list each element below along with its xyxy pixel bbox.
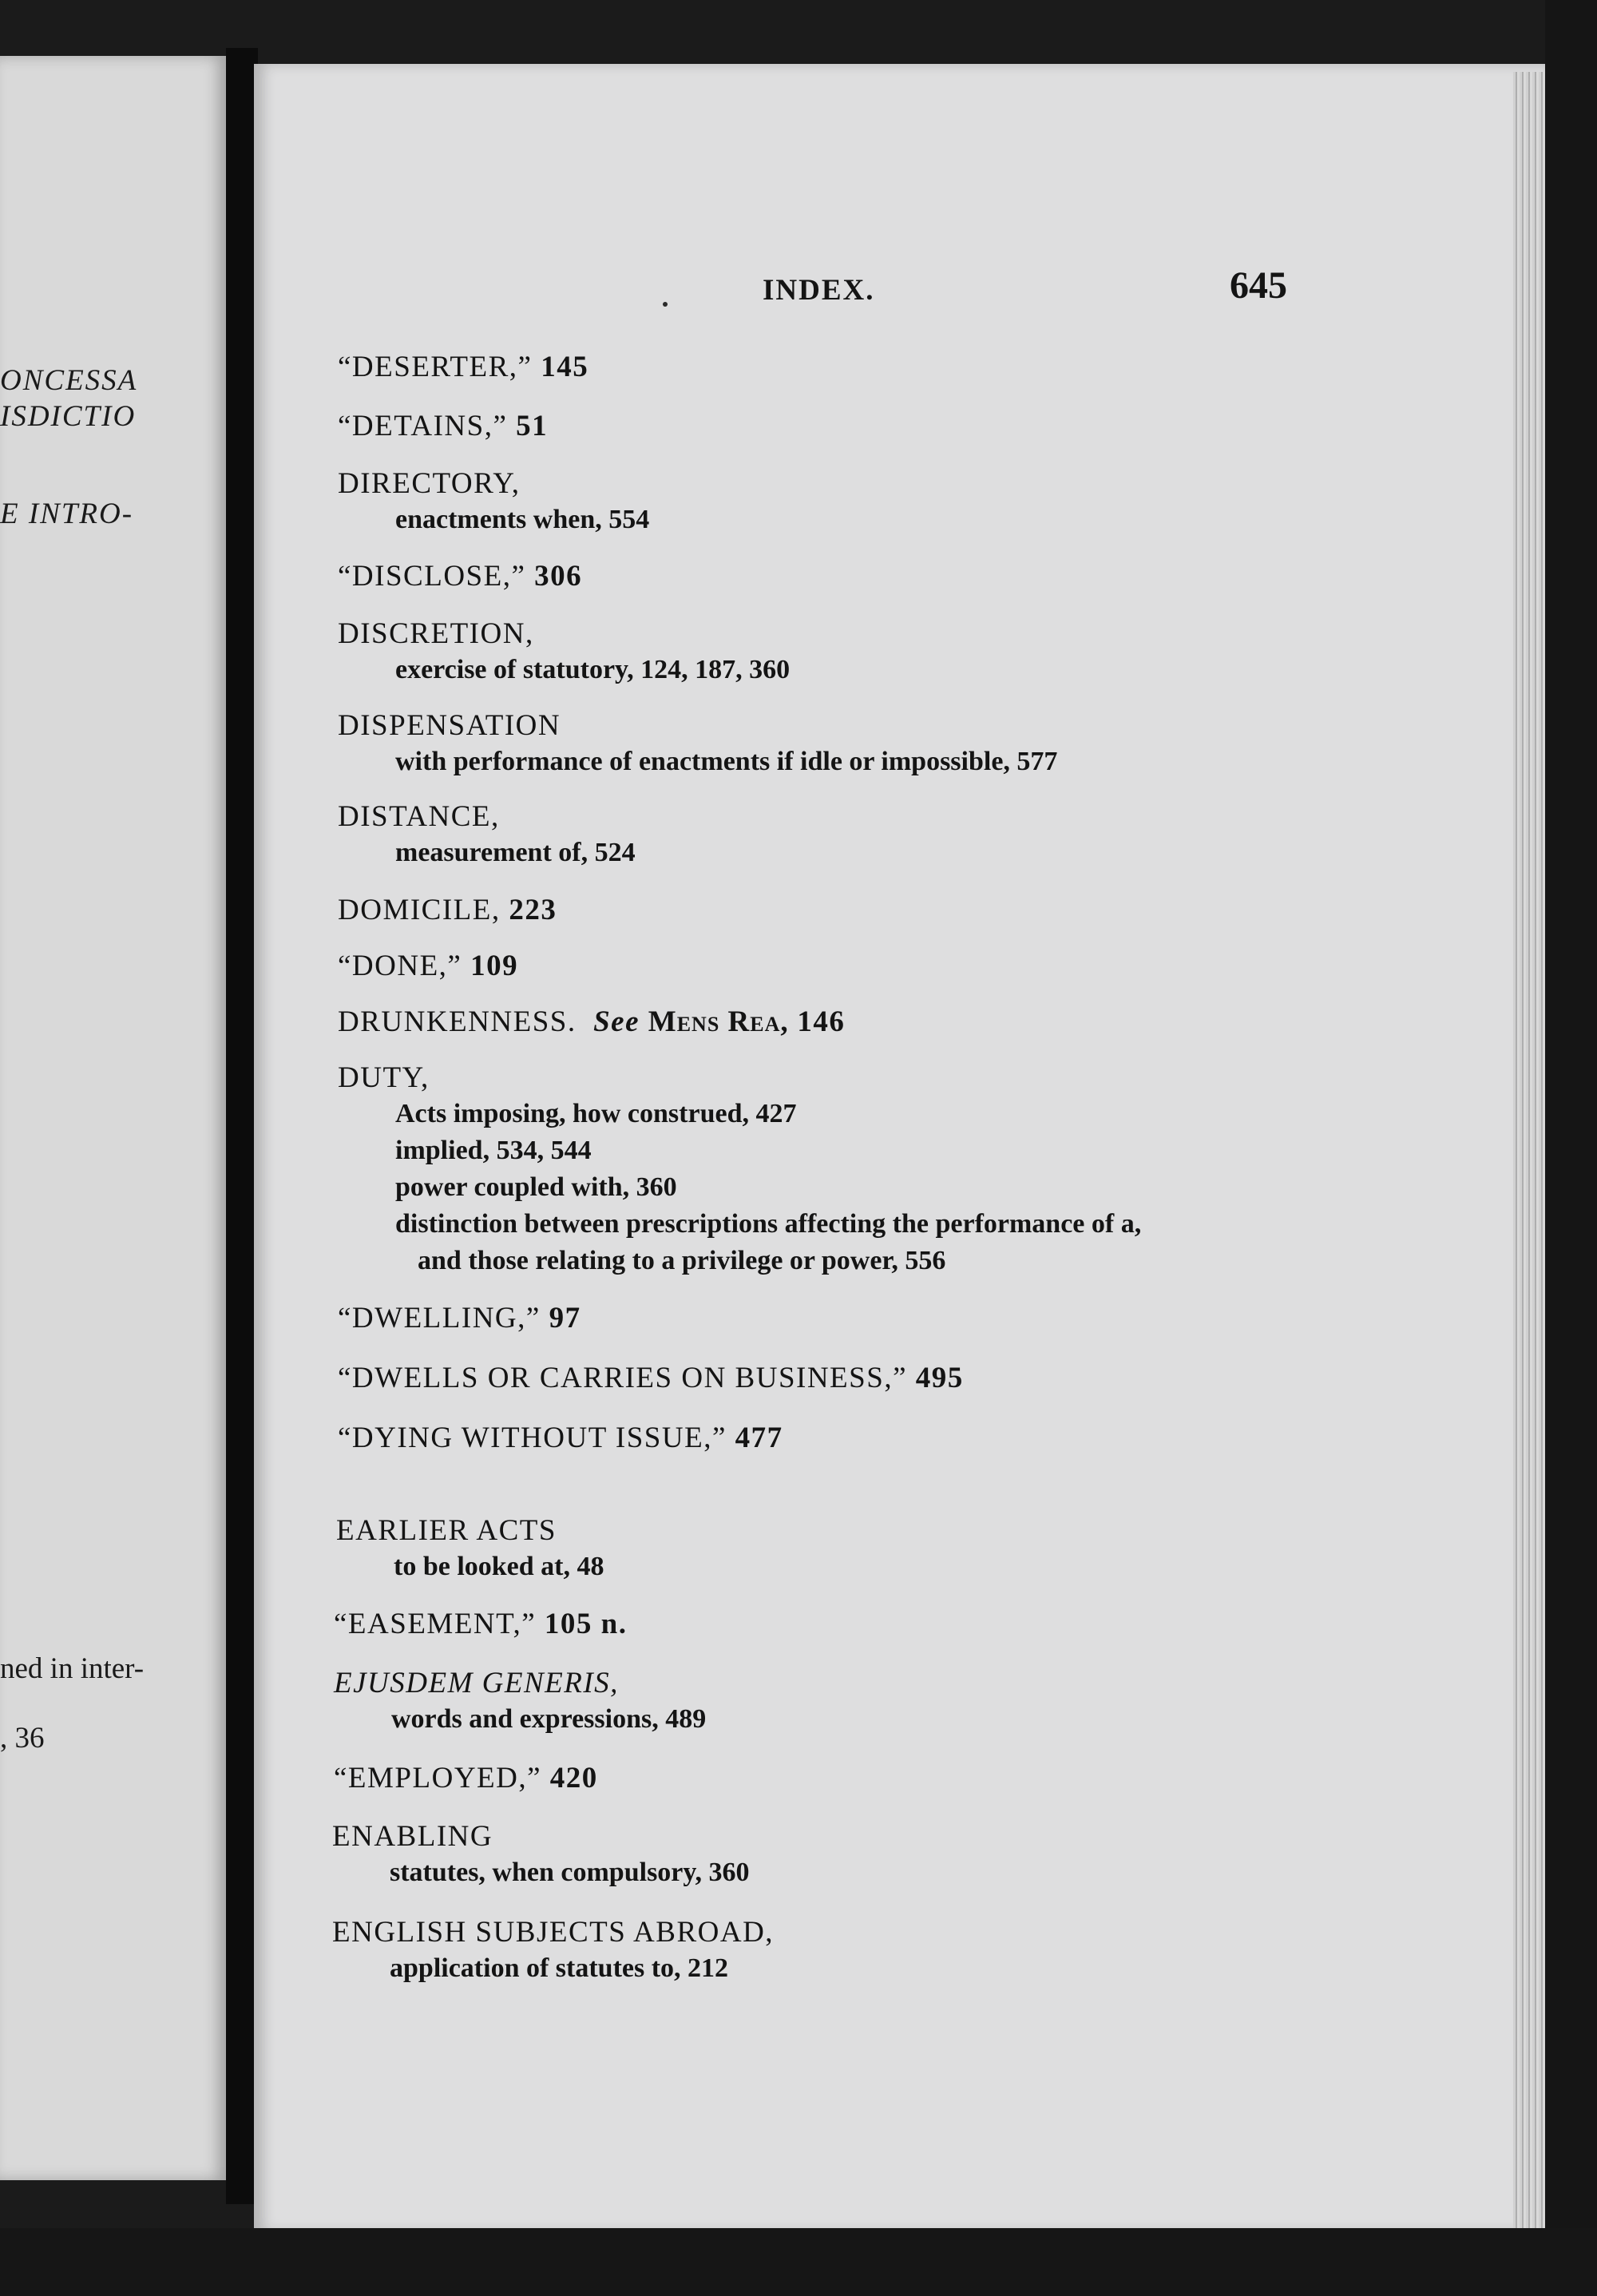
entry-subentry: implied, 534, 544 xyxy=(395,1136,592,1165)
index-entry xyxy=(338,708,1057,780)
page-edge xyxy=(1513,72,1545,2236)
index-entry xyxy=(338,949,518,984)
entry-heading: ENGLISH SUBJECTS ABROAD, xyxy=(332,1916,775,1949)
left-page-line: ONCESSA xyxy=(0,364,138,397)
index-entry xyxy=(338,1421,783,1456)
scan-border-right xyxy=(1545,0,1597,2296)
entry-heading: DISPENSATION xyxy=(338,709,561,742)
left-page-line: , 36 xyxy=(0,1722,45,1755)
entry-subentry: application of statutes to, 212 xyxy=(390,1953,729,1983)
index-entry xyxy=(338,466,649,538)
entry-heading: EARLIER ACTS xyxy=(336,1514,557,1547)
index-entry xyxy=(338,1361,964,1396)
entry-subentry: to be looked at, 48 xyxy=(394,1552,604,1581)
page-number: 645 xyxy=(1230,264,1287,307)
entry-heading: ENABLING xyxy=(332,1820,493,1853)
index-entry xyxy=(338,1301,581,1336)
index-entry xyxy=(336,1513,604,1585)
left-page-line: E INTRO- xyxy=(0,498,134,530)
entry-subentry: Acts imposing, how construed, 427 xyxy=(395,1099,797,1128)
index-entry xyxy=(338,409,548,444)
index-entry xyxy=(334,1607,628,1642)
entry-heading: “DWELLS OR CARRIES ON BUSINESS,” xyxy=(338,1362,907,1394)
entry-ref: 495 xyxy=(915,1362,964,1394)
entry-subentry: statutes, when compulsory, 360 xyxy=(390,1858,750,1887)
left-page-line: ISDICTIO xyxy=(0,400,137,433)
index-entry xyxy=(338,350,588,385)
entry-heading: DIRECTORY, xyxy=(338,467,521,500)
index-entry xyxy=(338,1061,1141,1279)
entry-ref: 223 xyxy=(509,894,557,926)
entry-ref: 477 xyxy=(735,1422,783,1454)
left-page-line: ned in inter- xyxy=(0,1652,145,1685)
index-entry xyxy=(334,1761,598,1796)
stray-mark xyxy=(663,302,668,307)
see-reference: See xyxy=(593,1005,640,1038)
index-entry xyxy=(334,1666,706,1738)
index-entry xyxy=(338,799,636,871)
left-facing-page xyxy=(0,56,226,2180)
entry-heading: DISTANCE, xyxy=(338,800,500,833)
entry-heading: DOMICILE, xyxy=(338,894,501,926)
entry-ref: 145 xyxy=(541,351,589,383)
index-entry xyxy=(332,1819,750,1891)
scan-border-bottom xyxy=(0,2228,1597,2296)
entry-subentry: exercise of statutory, 124, 187, 360 xyxy=(395,655,791,684)
entry-heading: “DONE,” xyxy=(338,950,462,982)
entry-subentry-continuation: and those relating to a privilege or power, 556 xyxy=(418,1246,946,1275)
entry-ref: 146 xyxy=(797,1005,846,1038)
entry-heading: “EASEMENT,” xyxy=(334,1608,537,1640)
entry-ref: 97 xyxy=(549,1302,581,1334)
entry-heading: DRUNKENNESS. xyxy=(338,1005,577,1038)
entry-subentry: words and expressions, 489 xyxy=(391,1704,707,1734)
see-target: Mens Rea, xyxy=(648,1005,789,1038)
entry-ref: 420 xyxy=(549,1762,598,1794)
entry-heading: “DISCLOSE,” xyxy=(338,560,526,593)
entry-heading: EJUSDEM GENERIS, xyxy=(334,1667,619,1699)
entry-heading: DISCRETION, xyxy=(338,617,534,650)
entry-heading: “DYING WITHOUT ISSUE,” xyxy=(338,1422,727,1454)
entry-subentry: measurement of, 524 xyxy=(395,838,636,867)
book-gutter xyxy=(226,48,258,2204)
index-entry xyxy=(338,559,582,594)
entry-heading: “DESERTER,” xyxy=(338,351,533,383)
index-entry xyxy=(338,617,790,688)
entry-ref: 51 xyxy=(516,410,549,442)
entry-ref: 109 xyxy=(470,950,519,982)
running-head: INDEX. xyxy=(763,274,875,307)
entry-ref: 306 xyxy=(534,560,583,593)
entry-subentry: enactments when, 554 xyxy=(395,505,650,534)
index-entry xyxy=(338,893,557,928)
index-entry xyxy=(332,1915,774,1987)
entry-heading: DUTY, xyxy=(338,1061,430,1094)
index-entry xyxy=(338,1005,845,1040)
entry-subentry: distinction between prescriptions affecting the performance of a, xyxy=(395,1209,1142,1239)
entry-heading: “DETAINS,” xyxy=(338,410,508,442)
entry-subentry: power coupled with, 360 xyxy=(395,1172,677,1202)
entry-heading: “EMPLOYED,” xyxy=(334,1762,542,1794)
entry-heading: “DWELLING,” xyxy=(338,1302,541,1334)
entry-ref: 105 n. xyxy=(544,1608,628,1640)
entry-subentry: with performance of enactments if idle or impossible, 577 xyxy=(395,747,1058,776)
